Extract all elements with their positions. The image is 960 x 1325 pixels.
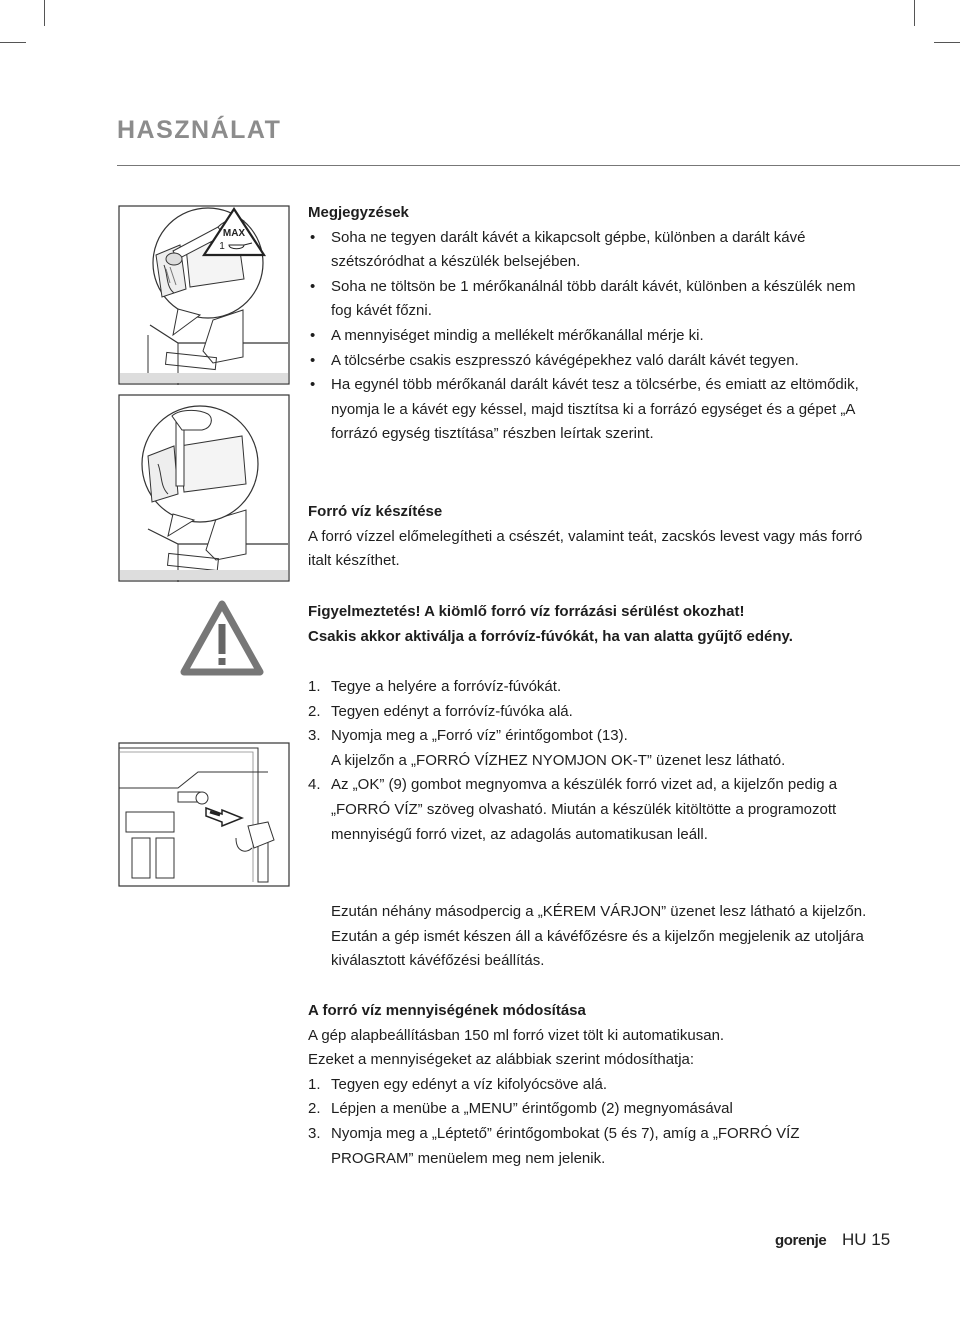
step-item <box>308 675 868 700</box>
crop-mark-right-h <box>934 42 960 43</box>
step-text: Lépjen a menübe a „MENU” érintőgomb (2) megnyomásával <box>331 1100 733 1118</box>
step-text: Tegyen egy edényt a víz kifolyócsöve alá. <box>331 1075 607 1093</box>
modify-section <box>308 999 868 1171</box>
section-title: HASZNÁLAT <box>117 116 282 144</box>
modify-line-2: Ezeket a mennyiségeket az alábbiak szerint módosíthatja: <box>308 1051 695 1069</box>
crop-mark-left-h <box>0 42 26 43</box>
step-text: Nyomja meg a „Léptető” érintőgombokat (5 és 7), amíg a „FORRÓ VÍZ PROGRAM” menüelem meg nem jelenik. <box>331 1124 800 1167</box>
step-text: Tegye a helyére a forróvíz-fúvókát. <box>331 678 562 695</box>
page-number: HU 15 <box>842 1230 891 1249</box>
warning-line-1: Figyelmeztetés! A kiömlő forró víz forrázási sérülést okozhat! <box>308 603 745 620</box>
warning-text <box>308 600 868 649</box>
step-number: 2. <box>308 1100 321 1118</box>
modify-line-1: A gép alapbeállításban 150 ml forró vizet tölt ki automatikusan. <box>308 1026 725 1044</box>
header-rule <box>117 165 960 166</box>
notes-bullet: • Ha egynél több mérőkanál darált kávét tesz a tölcsérbe, és emiatt az eltömődik, nyomja le a kávét egy késsel, majd tisztítsa ki a forrázó egységet és a gépet „A forrázó egység tisztítása” részben leírtak szerint. <box>308 373 868 447</box>
step-item <box>308 773 868 847</box>
step-number: 1. <box>308 678 321 695</box>
hot-water-heading: Forró víz készítése <box>308 503 443 520</box>
modify-heading: A forró víz mennyiségének módosítása <box>308 1002 586 1019</box>
warning-line-2: Csakis akkor aktiválja a forróvíz-fúvókát, ha van alatta gyűjtő edény. <box>308 627 793 645</box>
hot-water-nozzle-illustration <box>118 742 290 887</box>
step-text: Az „OK” (9) gombot megnyomva a készülék forró vizet ad, a kijelzőn pedig a „FORRÓ VÍZ” szöveg olvasható. Miután a készülék kitöltötte a programozott mennyiségű forró vizet, az adagolás automatikusan leáll. <box>331 776 838 843</box>
step-number: 4. <box>308 776 321 794</box>
warning-triangle-icon <box>180 600 264 676</box>
crop-mark-top-left <box>44 0 45 26</box>
notes-bullet: • A tölcsérbe csakis eszpresszó kávégépekhez való darált kávét tegyen. <box>308 349 868 374</box>
hopper-knife-illustration <box>118 394 290 582</box>
step-number: 3. <box>308 1124 321 1142</box>
modify-step-item <box>308 1122 868 1171</box>
brand-logo: gorenje <box>775 1232 827 1249</box>
step-number: 1. <box>308 1075 321 1093</box>
notes-section <box>308 201 868 447</box>
step-number: 2. <box>308 702 321 720</box>
step-item <box>308 700 868 725</box>
after-note-text: Ezután néhány másodpercig a „KÉREM VÁRJON” üzenet lesz látható a kijelzőn. Ezután a gép ismét készen áll a kávéfőzésre és a kijelzőn megjelenik az utoljára kiválasztott kávéfőzési beállítás. <box>331 903 867 970</box>
step-number: 3. <box>308 727 321 745</box>
hot-water-steps <box>308 675 868 847</box>
notes-bullet: • Soha ne tegyen darált kávét a kikapcsolt gépbe, különben a darált kávé szétszóródhat a készülék belsejében. <box>308 226 868 275</box>
modify-step-item <box>308 1097 868 1122</box>
crop-mark-top-right <box>914 0 915 26</box>
notes-bullet: • Soha ne töltsön be 1 mérőkanálnál több darált kávét, különben a készülék nem fog kávét főzni. <box>308 275 868 324</box>
after-note <box>308 900 868 974</box>
hot-water-section <box>308 500 868 574</box>
hot-water-intro: A forró vízzel előmelegítheti a csészét, valamint teát, zacskós levest vagy más forró italt készíthet. <box>308 527 863 570</box>
step-item <box>308 724 868 749</box>
step-text: Tegyen edényt a forróvíz-fúvóka alá. <box>331 702 573 720</box>
notes-heading: Megjegyzések <box>308 204 409 221</box>
max-label: MAX <box>222 228 246 239</box>
scoop-count-label: 1 <box>219 241 225 252</box>
hopper-max-illustration <box>118 205 290 385</box>
step-extra: A kijelzőn a „FORRÓ VÍZHEZ NYOMJON OK-T” üzenet lesz látható. <box>331 751 786 769</box>
modify-step-item <box>308 1073 868 1098</box>
notes-bullet: • A mennyiséget mindig a mellékelt mérőkanállal mérje ki. <box>308 324 868 349</box>
step-text: Nyomja meg a „Forró víz” érintőgombot (13). <box>331 727 628 745</box>
